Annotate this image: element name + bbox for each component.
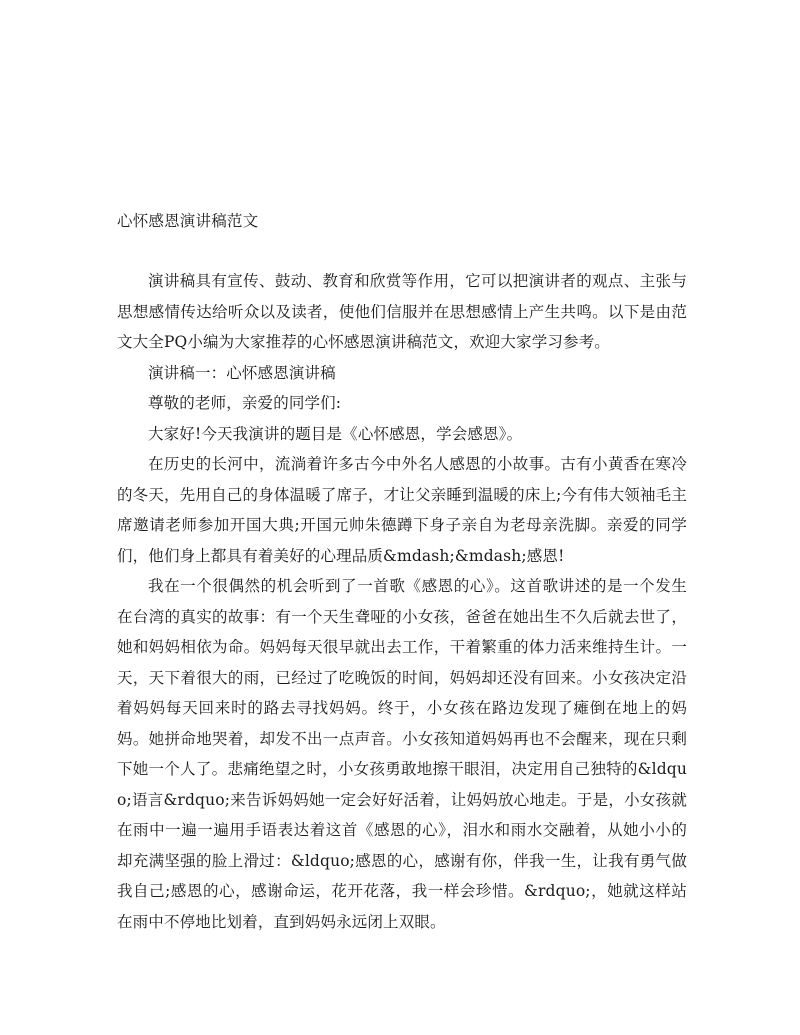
paragraph-greeting: 大家好!今天我演讲的题目是《心怀感恩，学会感恩》。	[148, 424, 523, 443]
paragraph-salutation: 尊敬的老师，亲爱的同学们:	[148, 394, 342, 412]
document-title: 心怀感恩演讲稿范文	[117, 212, 259, 230]
document-body	[117, 266, 687, 937]
paragraph-speech-heading: 演讲稿一：心怀感恩演讲稿	[148, 363, 336, 382]
paragraph-intro: 演讲稿具有宣传、鼓动、教育和欣赏等作用，它可以把演讲者的观点、主张与思想感情传达给听众以及读者，使他们信服并在思想感情上产生共鸣。以下是由范文大全PQ小编为大家推荐的心怀感恩演讲稿范文，欢迎大家学习参考。	[117, 272, 687, 351]
paragraph-story: 我在一个很偶然的机会听到了一首歌《感恩的心》。这首歌讲述的是一个发生在台湾的真实的故事：有一个天生聋哑的小女孩，爸爸在她出生不久后就去世了，她和妈妈相依为命。妈妈每天很早就出去工作，干着繁重的体力活来维持生计。一天，天下着很大的雨，已经过了吃晚饭的时间，妈妈却还没有回来。小女孩决定沿着妈妈每天回来时的路去寻找妈妈。终于，小女孩在路边发现了瘫倒在地上的妈妈。她拼命地哭着，却发不出一点声音。小女孩知道妈妈再也不会醒来，现在只剩下她一个人了。悲痛绝望之时，小女孩勇敢地擦干眼泪，决定用自己独特的&ldquo;语言&rdquo;来告诉妈妈她一定会好好活着，让妈妈放心地走。于是，小女孩就在雨中一遍一遍用手语表达着这首《感恩的心》，泪水和雨水交融着，从她小小的却充满坚强的脸上滑过：&ldquo;感恩的心，感谢有你，伴我一生，让我有勇气做我自己;感恩的心，感谢命运，花开花落，我一样会珍惜。&rdquo;，她就这样站在雨中不停地比划着，直到妈妈永远闭上双眼。	[117, 577, 687, 931]
paragraph-history: 在历史的长河中，流淌着许多古今中外名人感恩的小故事。古有小黄香在寒冷的冬天，先用自己的身体温暖了席子，才让父亲睡到温暖的床上;今有伟大领袖毛主席邀请老师参加开国大典;开国元帅朱德蹲下身子亲自为老母亲洗脚。亲爱的同学们，他们身上都具有着美好的心理品质&mdash;&mdash;感恩!	[117, 455, 687, 565]
